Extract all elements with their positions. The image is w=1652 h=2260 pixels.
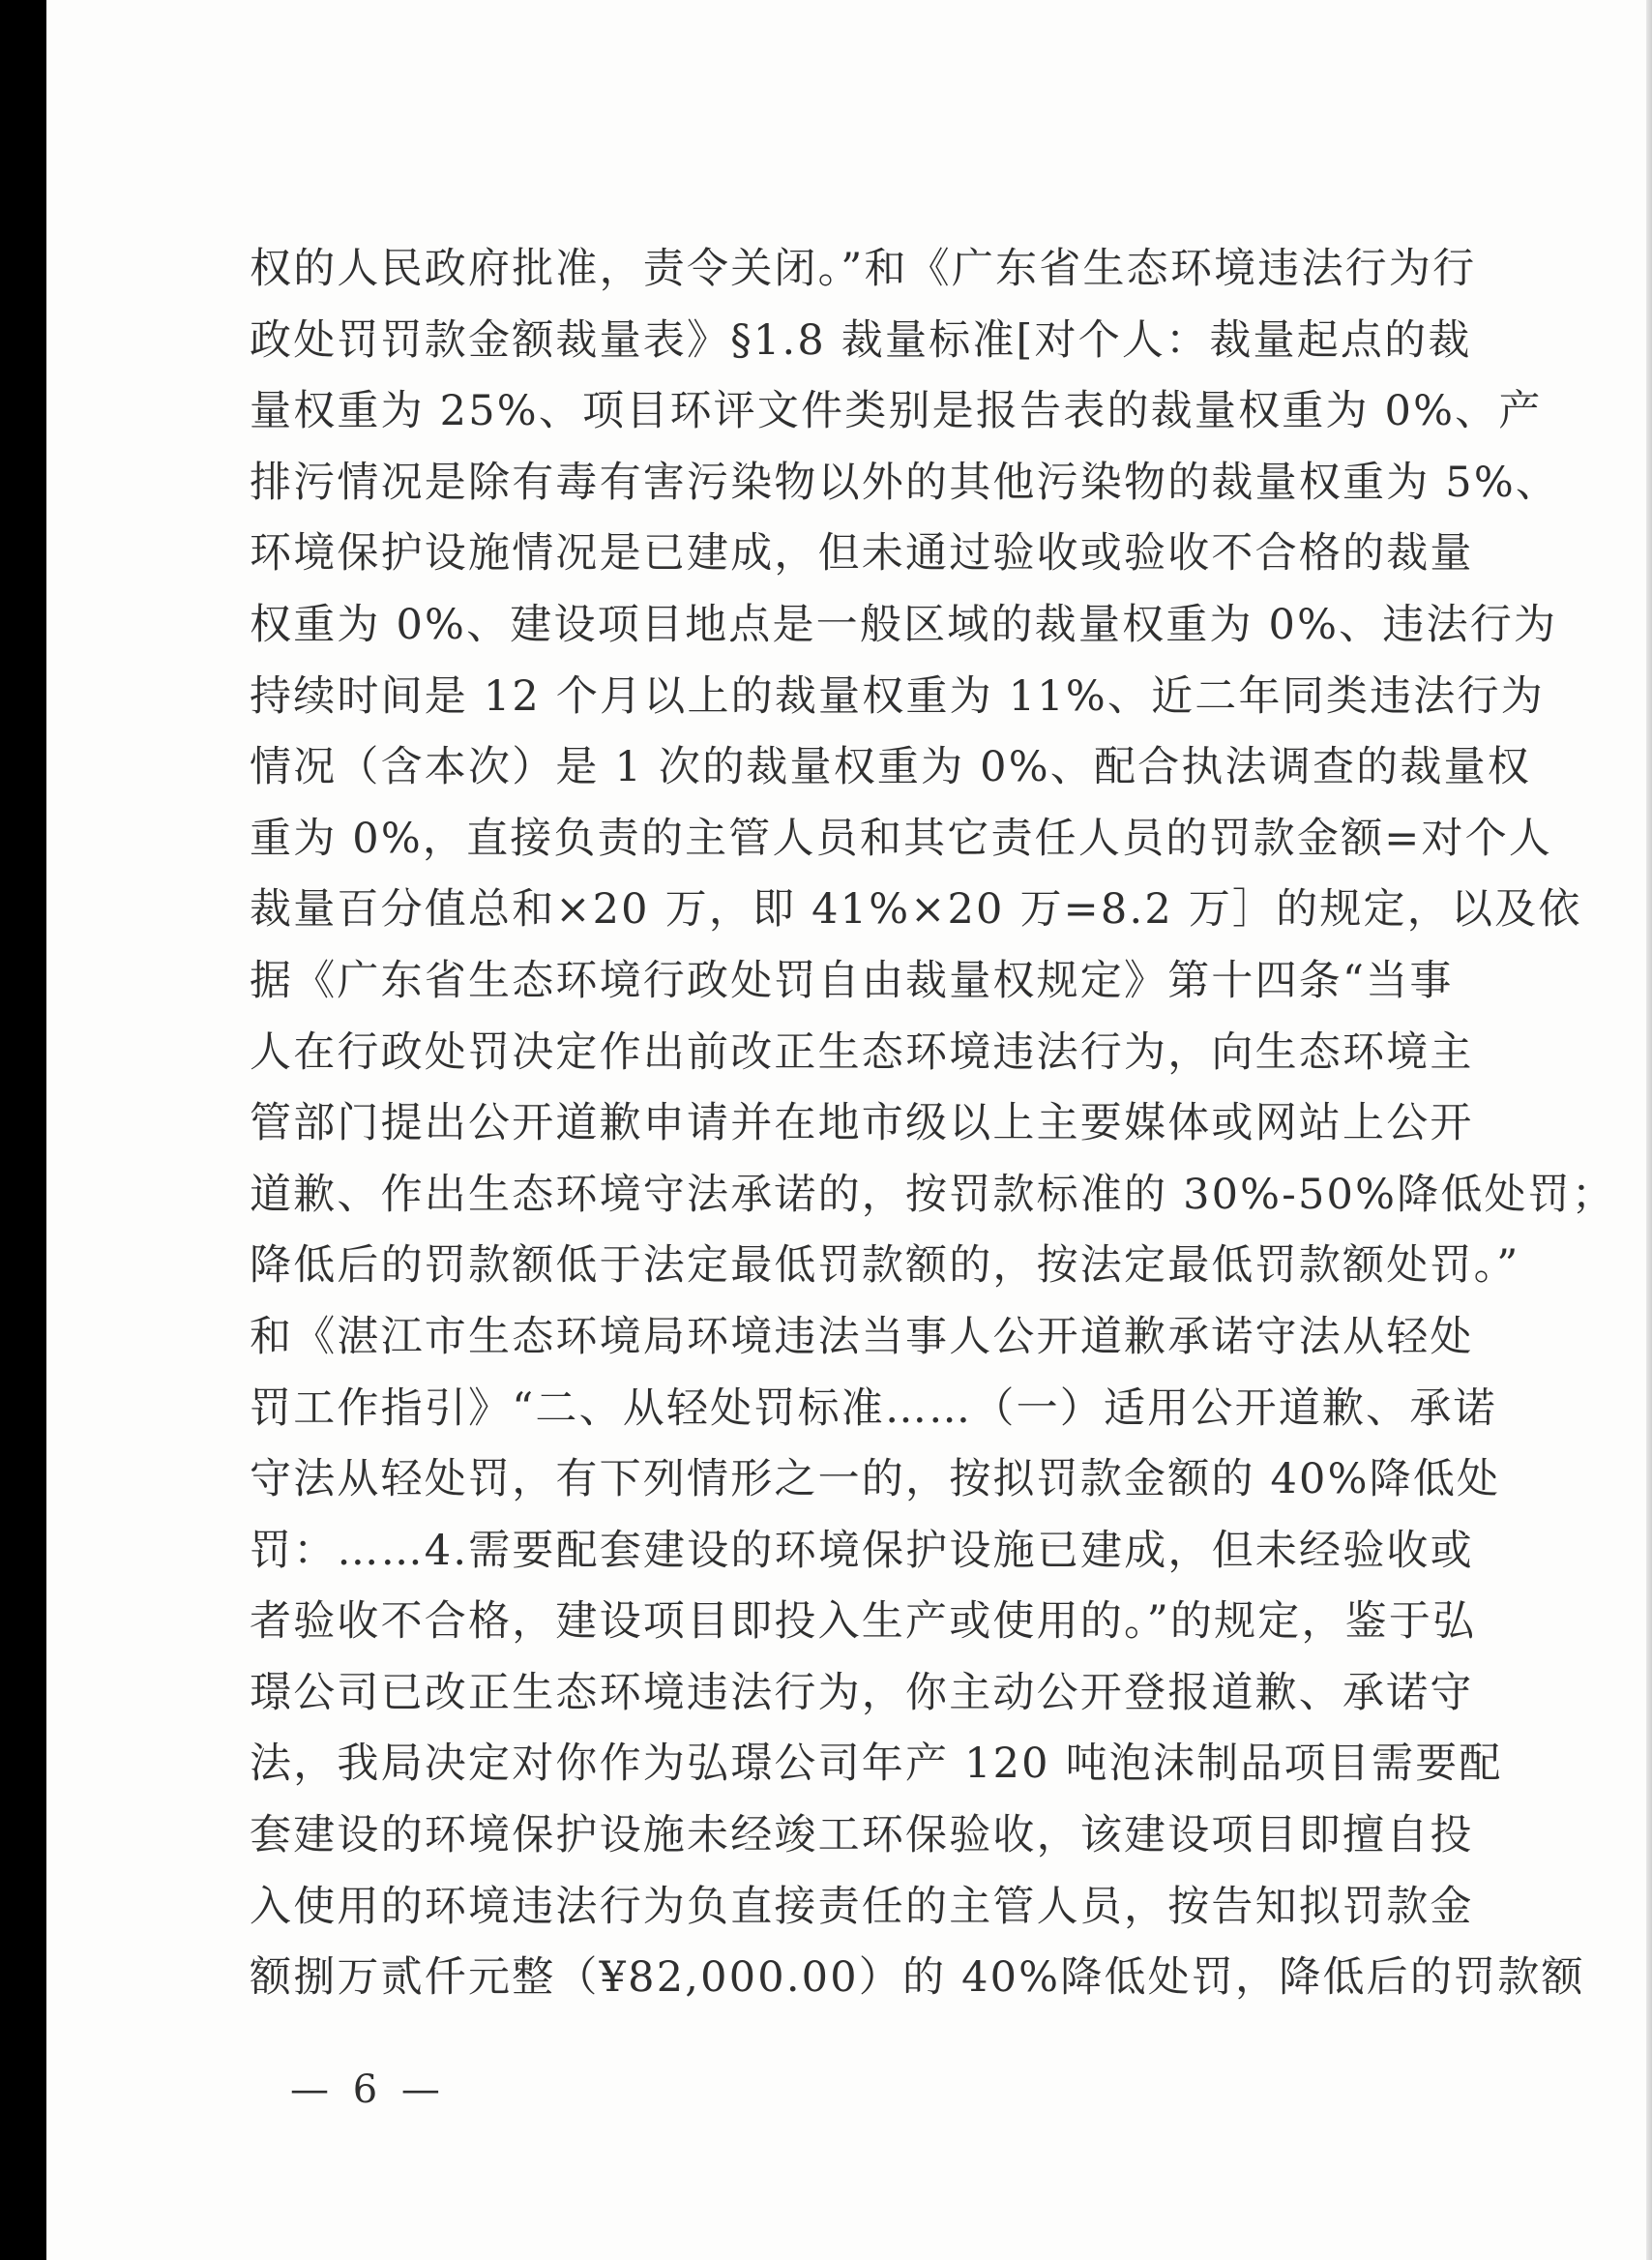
text-line-2: 政处罚罚款金额裁量表》§1.8 裁量标准[对个人：裁量起点的裁 (250, 315, 1472, 365)
text-line-19: 罚：……4.需要配套建设的环境保护设施已建成，但未经验收或 (250, 1526, 1474, 1575)
text-line-11: 据《广东省生态环境行政处罚自由裁量权规定》第十四条“当事 (250, 956, 1454, 1005)
text-line-21: 璟公司已改正生态环境违法行为，你主动公开登报道歉、承诺守 (250, 1668, 1474, 1717)
text-line-25: 额捌万贰仟元整（¥82,000.00）的 40%降低处罚，降低后的罚款额 (250, 1953, 1585, 2003)
text-line-3: 量权重为 25%、项目环评文件类别是报告表的裁量权重为 0%、产 (250, 387, 1543, 436)
scan-edge-right (1646, 0, 1652, 2260)
scan-edge-left (0, 0, 46, 2260)
text-line-13: 管部门提出公开道歉申请并在地市级以上主要媒体或网站上公开 (250, 1099, 1474, 1148)
text-line-24: 入使用的环境违法行为负直接责任的主管人员，按告知拟罚款金 (250, 1882, 1474, 1931)
text-line-5: 环境保护设施情况是已建成，但未通过验收或验收不合格的裁量 (250, 529, 1474, 579)
text-line-23: 套建设的环境保护设施未经竣工环保验收，该建设项目即擅自投 (250, 1811, 1474, 1860)
text-line-16: 和《湛江市生态环境局环境违法当事人公开道歉承诺守法从轻处 (250, 1312, 1474, 1361)
text-line-8: 情况（含本次）是 1 次的裁量权重为 0%、配合执法调查的裁量权 (250, 743, 1531, 792)
page-number: — 6 — (290, 2067, 446, 2112)
text-line-6: 权重为 0%、建设项目地点是一般区域的裁量权重为 0%、违法行为 (250, 600, 1558, 649)
text-line-15: 降低后的罚款额低于法定最低罚款额的，按法定最低罚款额处罚。” (250, 1241, 1520, 1291)
text-line-22: 法，我局决定对你作为弘璟公司年产 120 吨泡沫制品项目需要配 (250, 1740, 1503, 1789)
text-line-10: 裁量百分值总和×20 万，即 41%×20 万=8.2 万］的规定，以及依 (250, 885, 1582, 935)
text-line-12: 人在行政处罚决定作出前改正生态环境违法行为，向生态环境主 (250, 1027, 1474, 1077)
text-line-1: 权的人民政府批准，责令关闭。”和《广东省生态环境违法行为行 (250, 245, 1477, 293)
text-line-14: 道歉、作出生态环境守法承诺的，按罚款标准的 30%-50%降低处罚； (250, 1170, 1616, 1219)
text-line-17: 罚工作指引》“二、从轻处罚标准……（一）适用公开道歉、承诺 (250, 1383, 1497, 1433)
text-line-20: 者验收不合格，建设项目即投入生产或使用的。”的规定，鉴于弘 (250, 1597, 1477, 1647)
text-line-18: 守法从轻处罚，有下列情形之一的，按拟罚款金额的 40%降低处 (250, 1455, 1501, 1504)
text-line-9: 重为 0%，直接负责的主管人员和其它责任人员的罚款金额=对个人 (250, 814, 1553, 863)
text-line-4: 排污情况是除有毒有害污染物以外的其他污染物的裁量权重为 5%、 (250, 458, 1560, 507)
text-line-7: 持续时间是 12 个月以上的裁量权重为 11%、近二年同类违法行为 (250, 671, 1545, 721)
body-text (250, 234, 1616, 2014)
